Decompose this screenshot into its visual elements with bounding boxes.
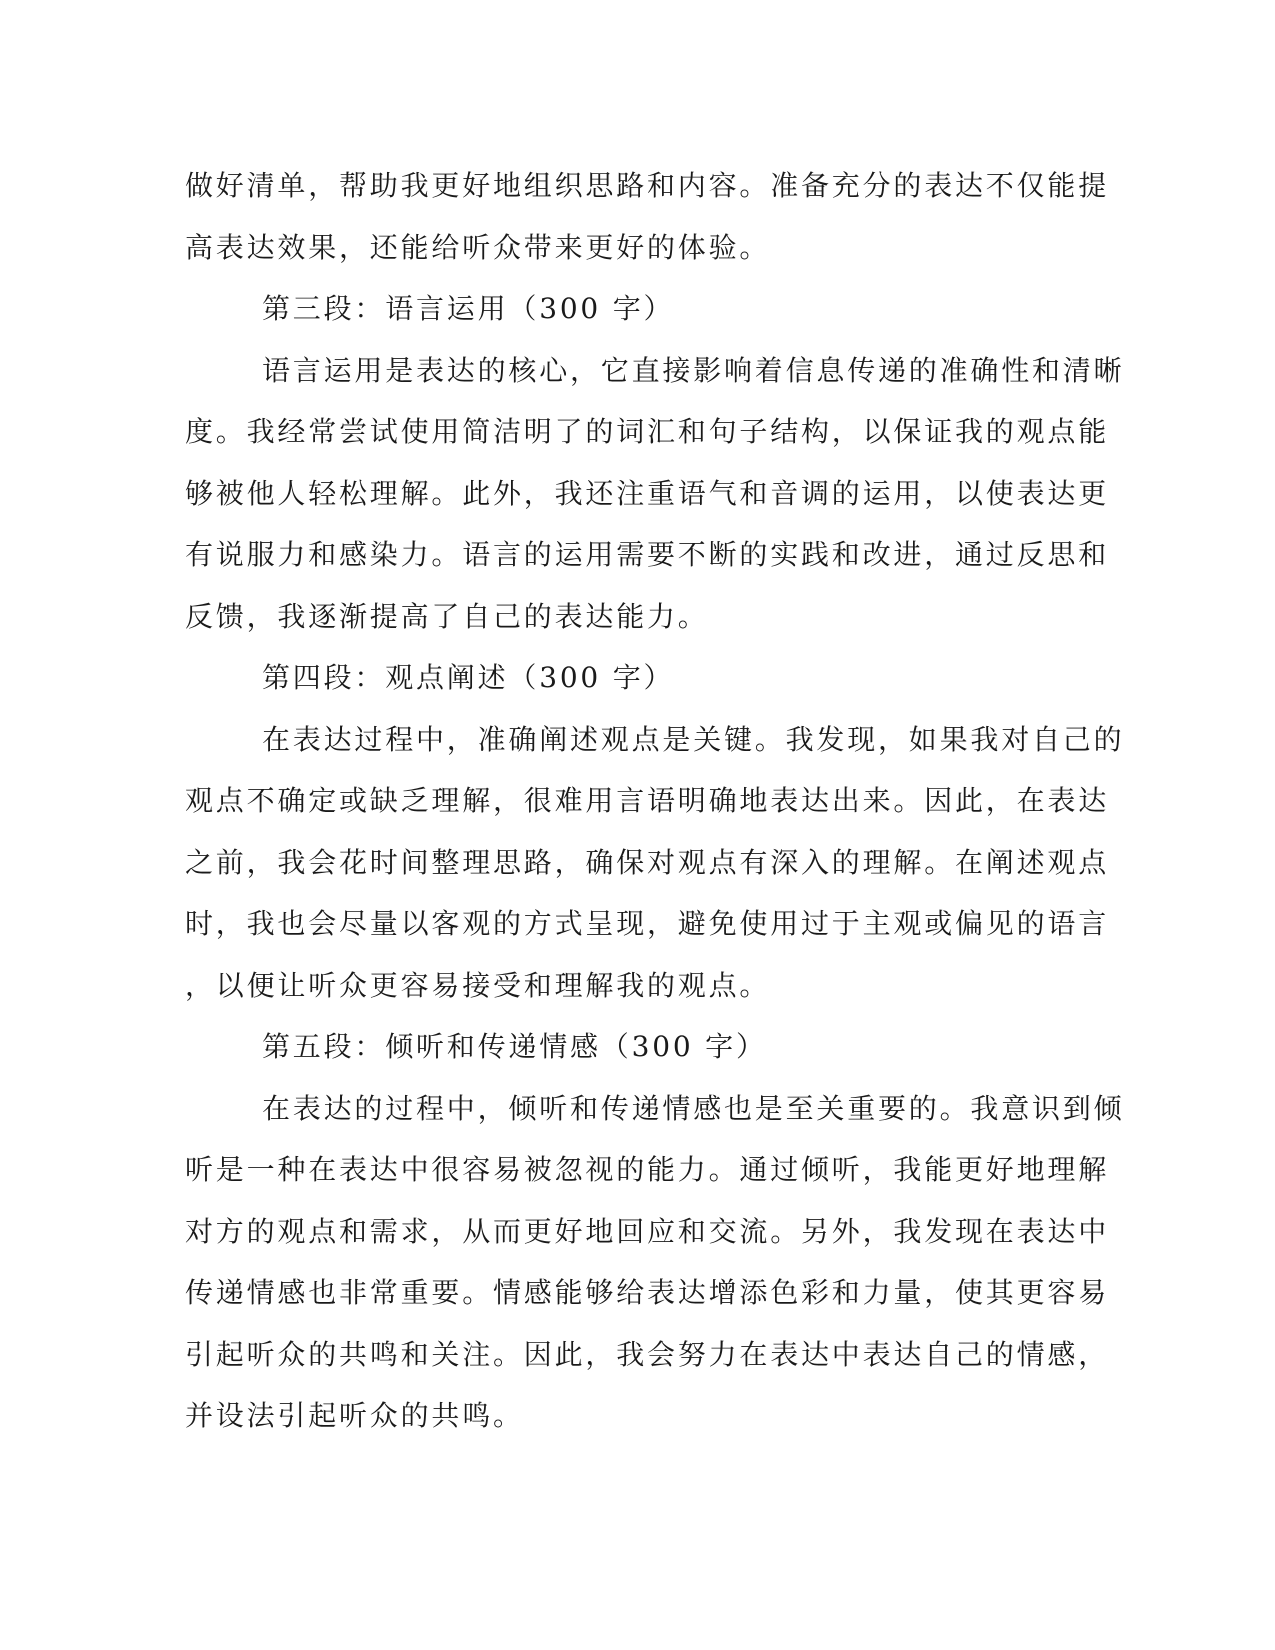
text-line: 并设法引起听众的共鸣。 xyxy=(185,1399,524,1432)
text-line: 听是一种在表达中很容易被忽视的能力。通过倾听，我能更好地理解 xyxy=(185,1153,1110,1186)
text-line: 传递情感也非常重要。情感能够给表达增添色彩和力量，使其更容易 xyxy=(185,1276,1110,1309)
text-line: 够被他人轻松理解。此外，我还注重语气和音调的运用，以使表达更 xyxy=(185,476,1110,510)
text-line: 在表达的过程中，倾听和传递情感也是至关重要的。我意识到倾 xyxy=(262,1091,1125,1125)
text-line: 对方的观点和需求，从而更好地回应和交流。另外，我发现在表达中 xyxy=(185,1214,1110,1248)
section-heading: 第五段：倾听和传递情感（300 字） xyxy=(262,1030,767,1063)
text-line: 引起听众的共鸣和关注。因此，我会努力在表达中表达自己的情感， xyxy=(185,1337,1110,1371)
text-line: 高表达效果，还能给听众带来更好的体验。 xyxy=(185,230,771,264)
text-line: 在表达过程中，准确阐述观点是关键。我发现，如果我对自己的 xyxy=(262,722,1125,756)
text-line: 观点不确定或缺乏理解，很难用言语明确地表达出来。因此，在表达 xyxy=(185,784,1110,817)
text-line: 时，我也会尽量以客观的方式呈现，避免使用过于主观或偏见的语言 xyxy=(185,907,1110,940)
document-body xyxy=(185,155,1125,1447)
text-line: 反馈，我逐渐提高了自己的表达能力。 xyxy=(185,599,709,633)
text-line: 做好清单，帮助我更好地组织思路和内容。准备充分的表达不仅能提 xyxy=(185,169,1110,202)
section-heading: 第四段：观点阐述（300 字） xyxy=(262,661,675,694)
section-heading: 第三段：语言运用（300 字） xyxy=(262,292,675,325)
text-line: 之前，我会花时间整理思路，确保对观点有深入的理解。在阐述观点 xyxy=(185,845,1110,879)
text-line: ，以便让听众更容易接受和理解我的观点。 xyxy=(185,968,771,1002)
text-line: 有说服力和感染力。语言的运用需要不断的实践和改进，通过反思和 xyxy=(185,538,1110,571)
text-line: 语言运用是表达的核心，它直接影响着信息传递的准确性和清晰 xyxy=(262,353,1125,387)
text-line: 度。我经常尝试使用简洁明了的词汇和句子结构，以保证我的观点能 xyxy=(185,415,1110,448)
